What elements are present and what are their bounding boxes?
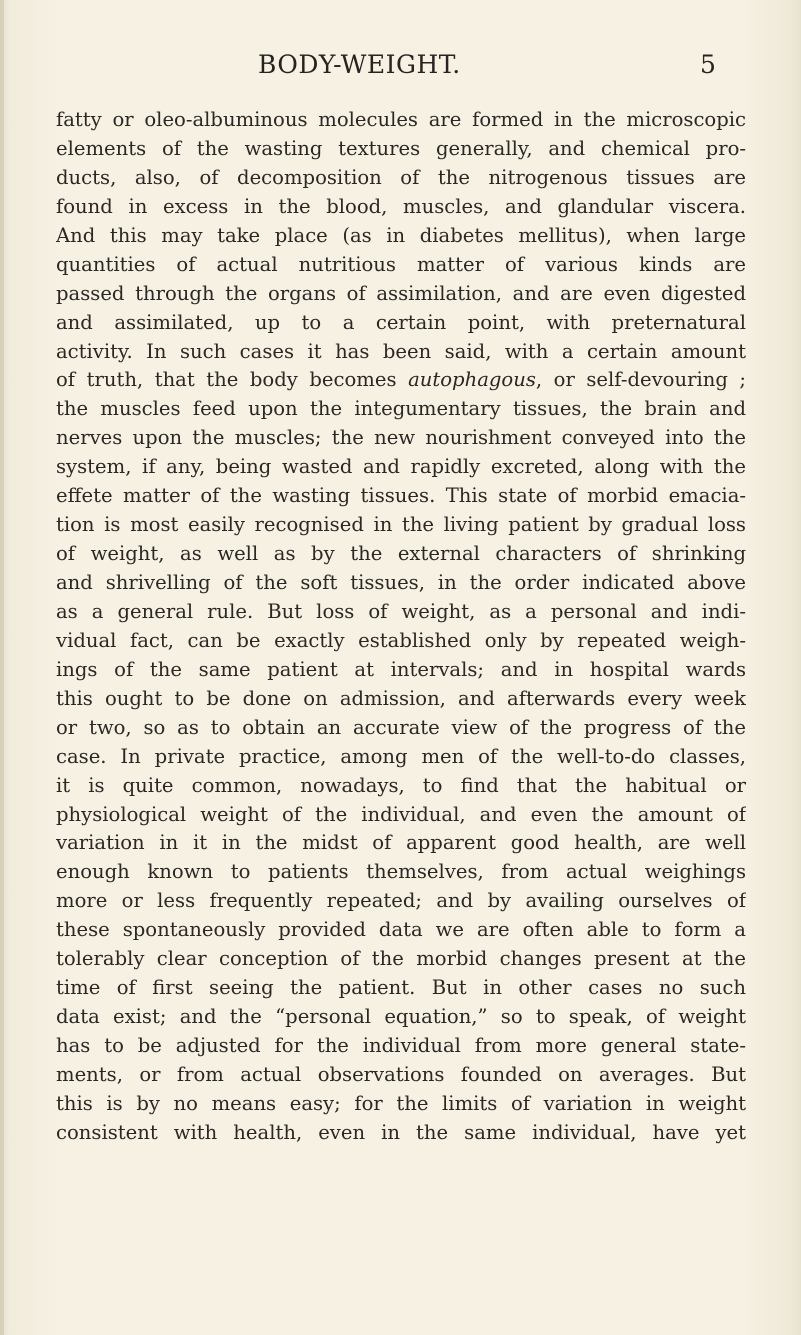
text-line: this is by no means easy; for the limits of variation in weight bbox=[56, 1091, 746, 1115]
text-line: case. In private practice, among men of the well-to-do classes, bbox=[56, 744, 746, 768]
text-line: consistent with health, even in the same individual, have yet bbox=[56, 1120, 746, 1144]
text-line: time of first seeing the patient. But in other cases no such bbox=[56, 976, 746, 1000]
text-line: as a general rule. But loss of weight, as a personal and indi- bbox=[56, 599, 746, 623]
text-line: passed through the organs of assimilation, and are even digested bbox=[56, 281, 746, 305]
text-line: vidual fact, can be exactly established only by repeated weigh- bbox=[56, 628, 746, 652]
page-number: 5 bbox=[700, 50, 716, 79]
text-line: and assimilated, up to a certain point, with preternatural bbox=[56, 310, 746, 334]
text-line: has to be adjusted for the individual from more general state- bbox=[56, 1034, 746, 1057]
text-line: it is quite common, nowadays, to find that the habitual or bbox=[56, 773, 746, 797]
body-text bbox=[56, 106, 746, 1148]
text-line: And this may take place (as in diabetes mellitus), when large bbox=[56, 223, 746, 247]
text-line: ments, or from actual observations founded on averages. But bbox=[56, 1062, 746, 1086]
text-line: physiological weight of the individual, and even the amount of bbox=[56, 802, 746, 826]
text-line: effete matter of the wasting tissues. This state of morbid emacia- bbox=[56, 484, 746, 508]
text-line: tion is most easily recognised in the living patient by gradual loss bbox=[56, 513, 746, 537]
text-line: elements of the wasting textures generally, and chemical pro- bbox=[56, 136, 746, 160]
text-line: found in excess in the blood, muscles, and glandular viscera. bbox=[56, 194, 746, 218]
text-line: of truth, that the body becomes autophagous, or self-devouring ; bbox=[56, 368, 746, 392]
text-line: more or less frequently repeated; and by availing ourselves of bbox=[56, 889, 746, 913]
text-line: nerves upon the muscles; the new nourishment conveyed into the bbox=[56, 426, 746, 450]
text-line: these spontaneously provided data we are often able to form a bbox=[56, 918, 746, 942]
text-line: activity. In such cases it has been said, with a certain amount bbox=[56, 339, 746, 363]
text-line: of weight, as well as by the external characters of shrinking bbox=[56, 542, 746, 566]
running-head: BODY-WEIGHT. bbox=[258, 50, 461, 79]
page-gutter-shadow bbox=[0, 0, 4, 1335]
text-line: or two, so as to obtain an accurate view of the progress of the bbox=[56, 715, 746, 739]
italic-term: autophagous bbox=[408, 368, 536, 392]
text-line: system, if any, being wasted and rapidly excreted, along with the bbox=[56, 455, 746, 479]
text-line: fatty or oleo-albuminous molecules are formed in the microscopic bbox=[56, 108, 746, 131]
text-line: quantities of actual nutritious matter of various kinds are bbox=[56, 252, 746, 276]
text-line: tolerably clear conception of the morbid changes present at the bbox=[56, 947, 746, 971]
text-line: ings of the same patient at intervals; and in hospital wards bbox=[56, 657, 746, 681]
text-line: ducts, also, of decomposition of the nitrogenous tissues are bbox=[56, 165, 746, 189]
text-line: this ought to be done on admission, and afterwards every week bbox=[56, 686, 746, 710]
text-line: data exist; and the “personal equation,” so to speak, of weight bbox=[56, 1005, 746, 1029]
page-header bbox=[0, 50, 801, 86]
text-line: variation in it in the midst of apparent good health, are well bbox=[56, 831, 746, 855]
text-line: the muscles feed upon the integumentary tissues, the brain and bbox=[56, 397, 746, 421]
text-line: enough known to patients themselves, from actual weighings bbox=[56, 860, 746, 884]
text-line: and shrivelling of the soft tissues, in the order indicated above bbox=[56, 571, 746, 594]
